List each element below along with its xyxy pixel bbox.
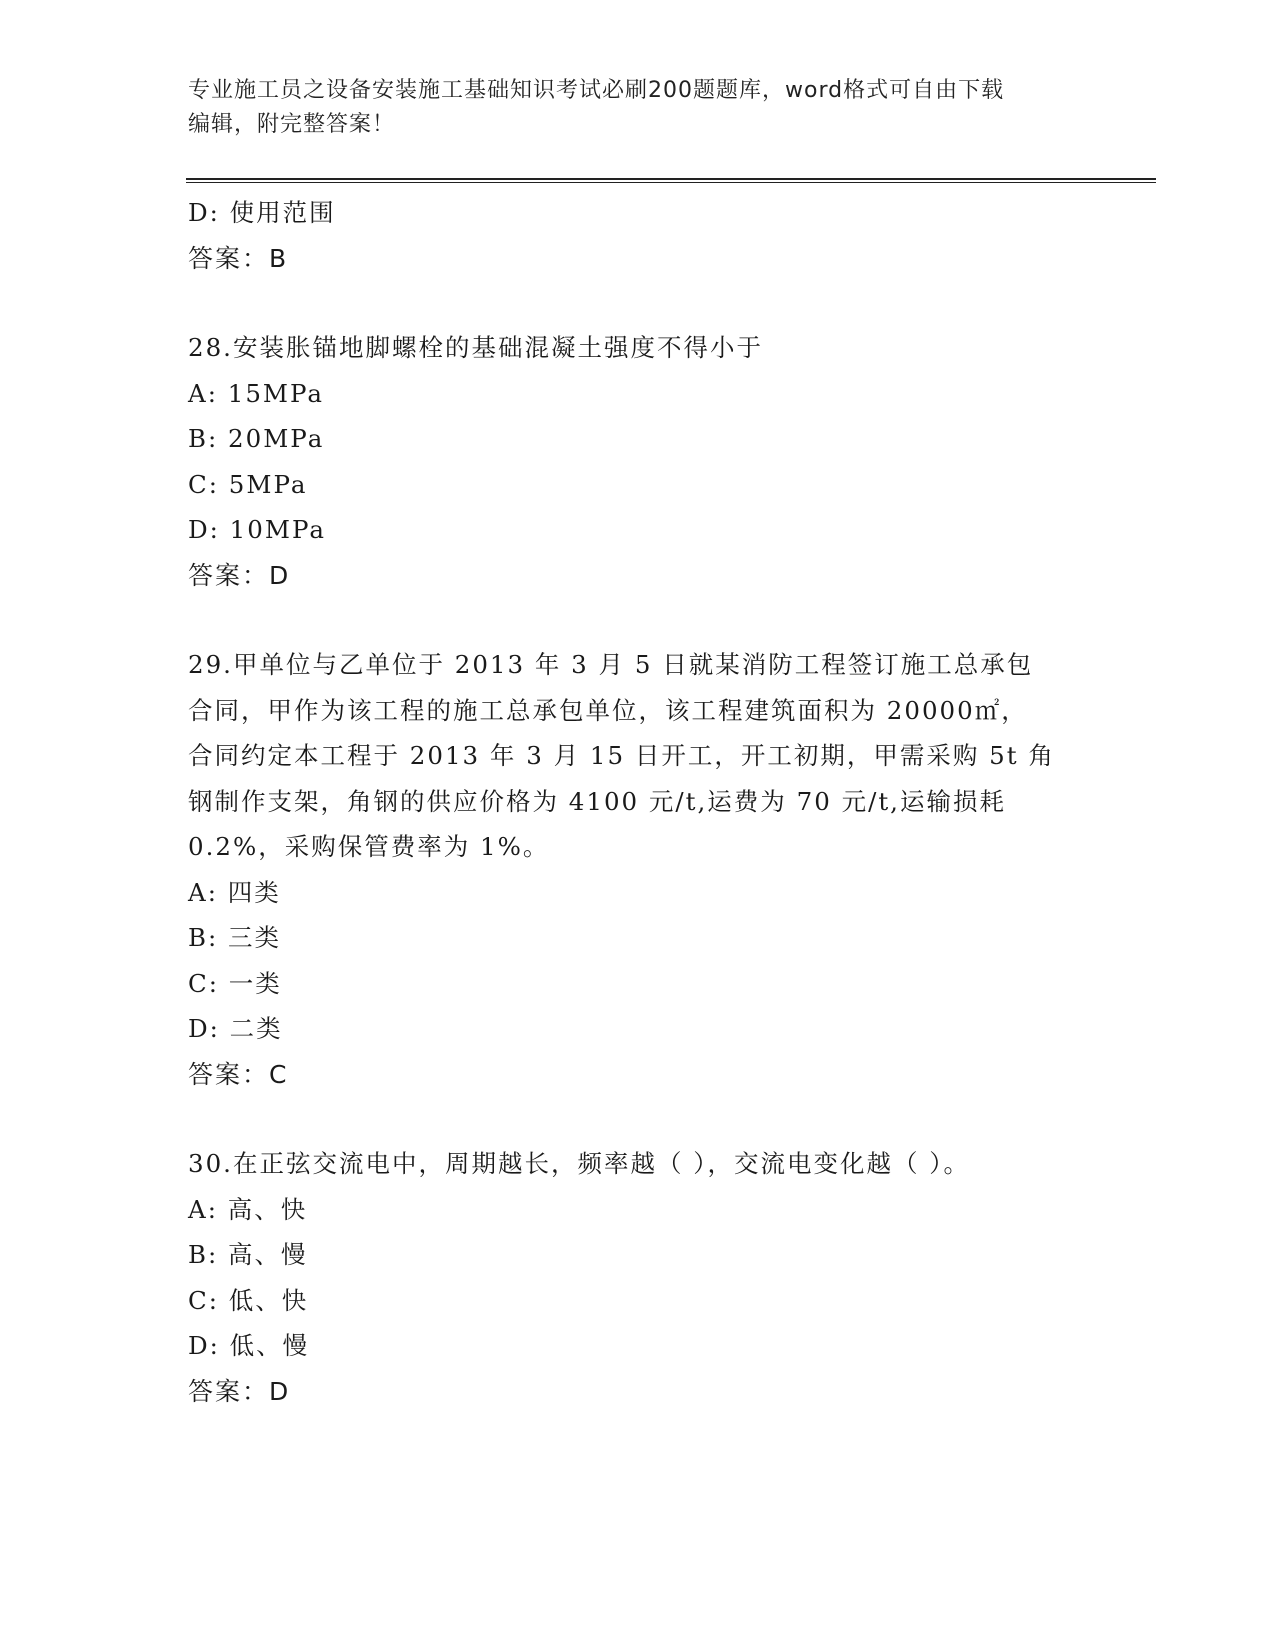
question-text: 0.2%，采购保管费率为 1%。 <box>188 832 550 861</box>
option-a: A: 高、快 <box>188 1194 308 1224</box>
option-c: C: 5MPa <box>188 469 308 499</box>
answer: 答案：C <box>188 1059 289 1089</box>
option-a: A: 15MPa <box>188 378 324 408</box>
question-text: 29.甲单位与乙单位于 2013 年 3 月 5 日就某消防工程签订施工总承包 <box>188 650 1034 679</box>
question-text: 钢制作支架，角钢的供应价格为 4100 元/t,运费为 70 元/t,运输损耗 <box>188 786 1006 816</box>
spacer <box>188 281 1088 325</box>
option-b: B: 20MPa <box>188 424 325 453</box>
prev-answer: 答案：B <box>188 243 289 273</box>
header-line-2: 编辑，附完整答案！ <box>188 112 396 137</box>
spacer <box>188 1097 1088 1141</box>
question-text: 合同约定本工程于 2013 年 3 月 15 日开工，开工初期，甲需采购 5t 角 <box>188 741 1055 770</box>
header-divider-thin <box>186 182 1156 183</box>
option-b: B: 三类 <box>188 923 282 952</box>
question-text: 合同，甲作为该工程的施工总承包单位，该工程建筑面积为 20000㎡， <box>188 695 1028 725</box>
question-28 <box>188 325 1088 598</box>
option-b: B: 高、慢 <box>188 1240 308 1269</box>
question-29 <box>188 642 1088 1097</box>
option-d: D: 低、慢 <box>188 1331 310 1360</box>
header-line-1: 专业施工员之设备安装施工基础知识考试必刷200题题库，word格式可自由下载 <box>188 78 1005 103</box>
question-text: 30.在正弦交流电中，周期越长，频率越（ ），交流电变化越（ ）。 <box>188 1149 971 1178</box>
option-c: C: 低、快 <box>188 1285 309 1315</box>
question-text: 28.安装胀锚地脚螺栓的基础混凝土强度不得小于 <box>188 333 763 362</box>
question-content <box>188 190 1088 1414</box>
question-30 <box>188 1141 1088 1414</box>
answer: 答案：D <box>188 560 291 590</box>
answer: 答案：D <box>188 1376 291 1406</box>
option-d: D: 二类 <box>188 1014 283 1043</box>
header-divider-thick <box>186 178 1156 180</box>
option-c: C: 一类 <box>188 968 282 998</box>
document-header <box>188 74 1088 142</box>
spacer <box>188 598 1088 642</box>
prev-option-d: D: 使用范围 <box>188 198 336 227</box>
option-a: A: 四类 <box>188 877 281 907</box>
option-d: D: 10MPa <box>188 515 326 544</box>
